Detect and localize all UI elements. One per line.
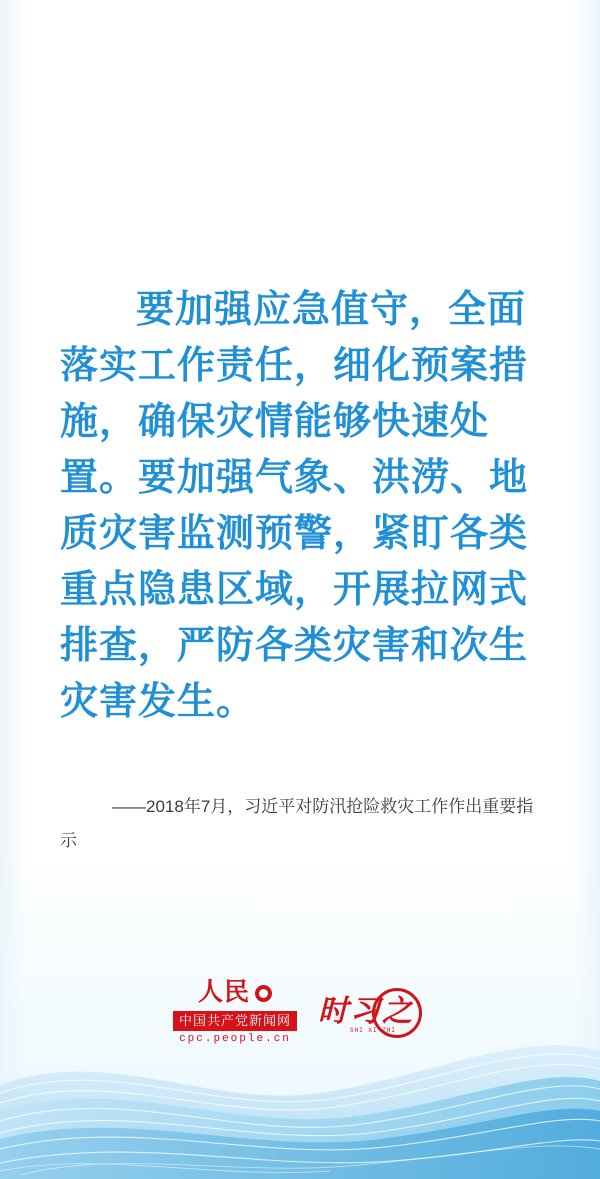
bottom-wave-decoration <box>0 989 600 1179</box>
quote-attribution: ——2018年7月，习近平对防汛抢险救灾工作作出重要指示 <box>60 797 534 850</box>
people-logo-glyphs: 人民 <box>197 979 250 1006</box>
shixizhi-title: 时习之 <box>318 994 414 1028</box>
wave-svg <box>0 989 600 1179</box>
people-logo-name: 中国共产党新闻网 <box>173 1011 297 1031</box>
quote-block <box>60 282 542 730</box>
shixizhi-pinyin: SHI XI ZHI <box>350 1026 397 1034</box>
people-logo-url[interactable]: cpc.people.cn <box>179 1033 291 1045</box>
quote-text: 要加强应急值守，全面落实工作责任，细化预案措施，确保灾情能够快速处置。要加强气象、洪涝、地质灾害监测预警，紧盯各类重点隐患区域，开展拉网式排查，严防各类灾害和次生灾害发生。 <box>60 289 529 723</box>
